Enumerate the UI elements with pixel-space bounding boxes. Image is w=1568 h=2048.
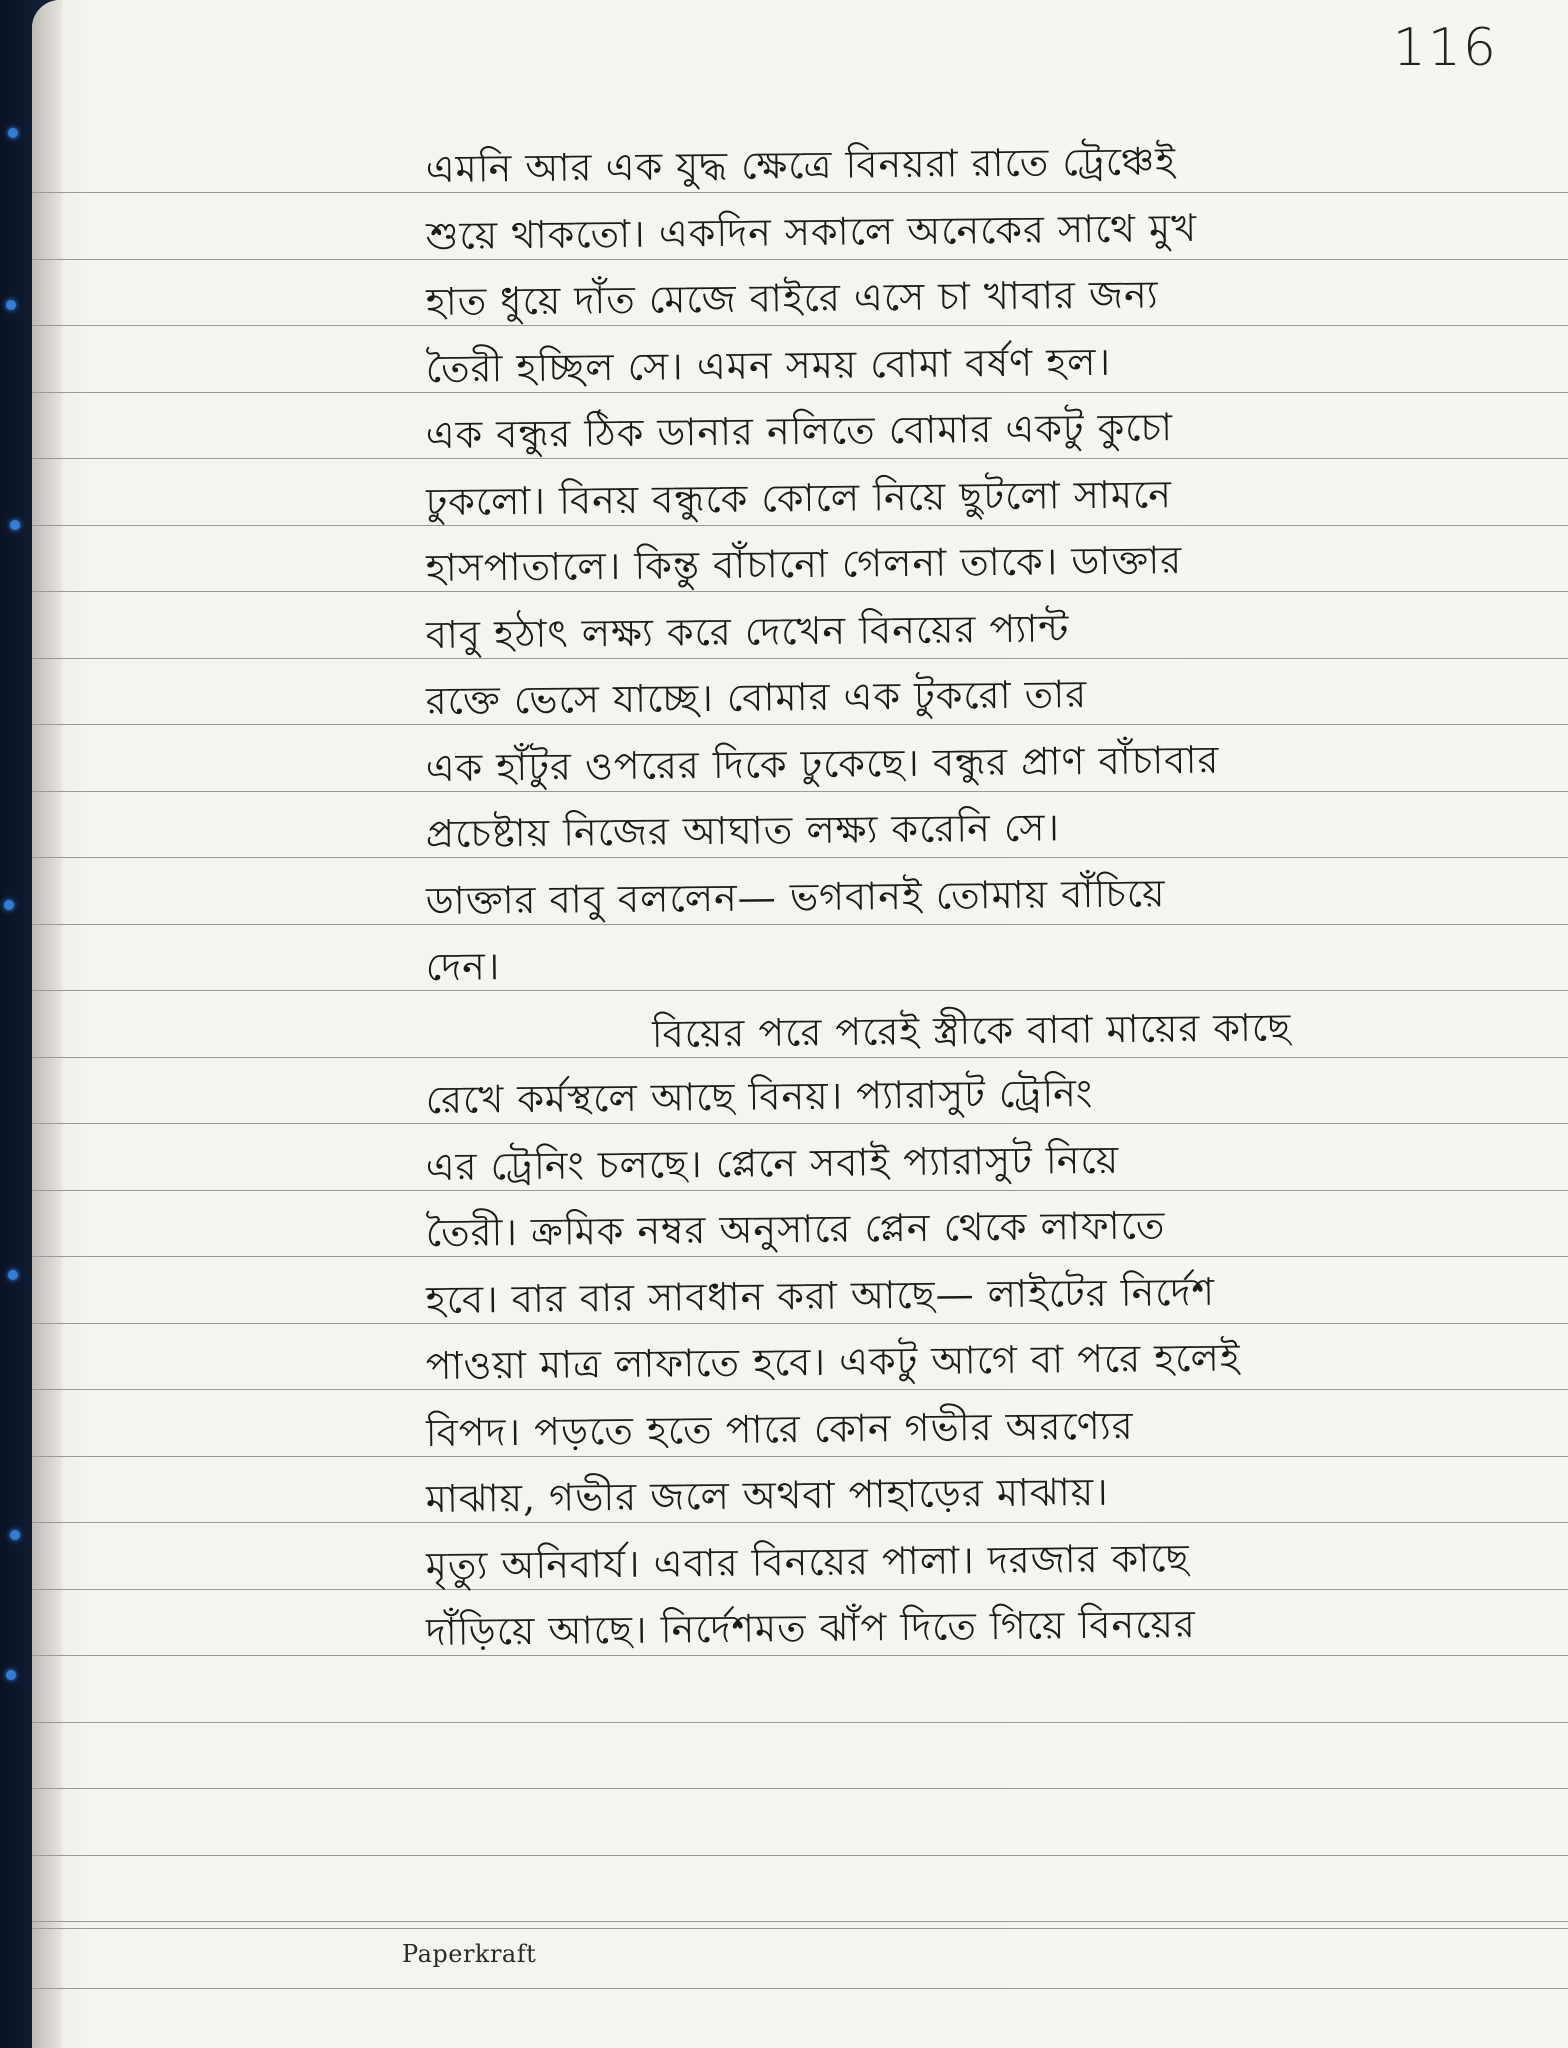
text-line: তৈরী হচ্ছিল সে। এমন সময় বোমা বর্ষণ হল। xyxy=(425,339,1112,391)
text-line: দেন। xyxy=(425,944,501,990)
brand-logo-text: Paperkraft xyxy=(402,1940,537,1968)
ruled-line xyxy=(32,1988,1568,1989)
text-line: রেখে কর্মস্থলে আছে বিনয়। প্যারাসুট ট্রেনিং xyxy=(425,1071,1094,1123)
mat-dot xyxy=(6,1670,16,1680)
ruled-line xyxy=(32,857,1568,858)
text-line: বাবু হঠাৎ লক্ষ্য করে দেখেন বিনয়ের প্যান্ট xyxy=(425,605,1070,657)
mat-dot xyxy=(4,900,14,910)
mat-dot xyxy=(8,1270,18,1280)
text-line: এমনি আর এক যুদ্ধ ক্ষেত্রে বিনয়রা রাতে ট্রেঞ্চেই xyxy=(425,139,1177,192)
text-line: হবে। বার বার সাবধান করা আছে— লাইটের নির্দেশ xyxy=(425,1269,1216,1322)
mat-dot xyxy=(10,520,20,530)
text-line: শুয়ে থাকতো। একদিন সকালে অনেকের সাথে মুখ xyxy=(425,205,1198,258)
text-line: এর ট্রেনিং চলছে। প্লেনে সবাই প্যারাসুট নিয়ে xyxy=(425,1137,1120,1189)
ruled-line xyxy=(32,990,1568,991)
text-line: পাওয়া মাত্র লাফাতে হবে। একটু আগে বা পরে হলেই xyxy=(425,1335,1241,1389)
ruled-line xyxy=(32,1123,1568,1124)
mat-dot xyxy=(6,300,16,310)
ruled-line xyxy=(32,1522,1568,1523)
footer-rule xyxy=(32,1928,1568,1929)
notebook-page xyxy=(32,0,1568,2048)
ruled-line xyxy=(32,1788,1568,1789)
text-line: ঢুকলো। বিনয় বন্ধুকে কোলে নিয়ে ছুটলো সামনে xyxy=(425,471,1173,524)
ruled-line xyxy=(32,724,1568,725)
text-line: তৈরী। ক্রমিক নম্বর অনুসারে প্লেন থেকে লাফাতে xyxy=(425,1203,1166,1256)
ruled-line xyxy=(32,1855,1568,1856)
mat-dot xyxy=(10,1530,20,1540)
page-edge xyxy=(32,0,62,2048)
text-line: দাঁড়িয়ে আছে। নির্দেশমত ঝাঁপ দিতে গিয়ে বিনয়ের xyxy=(425,1601,1196,1655)
text-line: প্রচেষ্টায় নিজের আঘাত লক্ষ্য করেনি সে। xyxy=(425,805,1061,857)
text-line: মৃত্যু অনিবার্য। এবার বিনয়ের পালা। দরজার কাছে xyxy=(425,1535,1190,1588)
text-line: মাঝায়, গভীর জলে অথবা পাহাড়ের মাঝায়। xyxy=(425,1469,1109,1522)
text-line: ডাক্তার বাবু বললেন— ভগবানই তোমায় বাঁচিয়ে xyxy=(425,870,1166,923)
page-number: 116 xyxy=(1392,18,1498,78)
ruled-line xyxy=(32,1722,1568,1723)
ruled-line xyxy=(32,325,1568,326)
ruled-line xyxy=(32,1256,1568,1257)
ruled-line xyxy=(32,192,1568,193)
text-line: বিয়ের পরে পরেই স্ত্রীকে বাবা মায়ের কাছে xyxy=(651,1004,1292,1056)
ruled-line xyxy=(32,1921,1568,1922)
mat-dot xyxy=(8,128,18,138)
ruled-line xyxy=(32,1655,1568,1656)
text-line: হাসপাতালে। কিন্তু বাঁচানো গেলনা তাকে। ডাক্তার xyxy=(425,538,1183,591)
ruled-line xyxy=(32,458,1568,459)
text-line: বিপদ। পড়তে হতে পারে কোন গভীর অরণ্যের xyxy=(425,1403,1134,1455)
ruled-line xyxy=(32,591,1568,592)
text-line: এক হাঁটুর ওপরের দিকে ঢুকেছে। বন্ধুর প্রাণ বাঁচাবার xyxy=(425,737,1220,790)
text-line: রক্তে ভেসে যাচ্ছে। বোমার এক টুকরো তার xyxy=(425,672,1088,724)
text-line: হাত ধুয়ে দাঁত মেজে বাইরে এসে চা খাবার জন্য xyxy=(425,272,1159,325)
ruled-line xyxy=(32,1389,1568,1390)
text-line: এক বন্ধুর ঠিক ডানার নলিতে বোমার একটু কুচো xyxy=(425,405,1174,458)
